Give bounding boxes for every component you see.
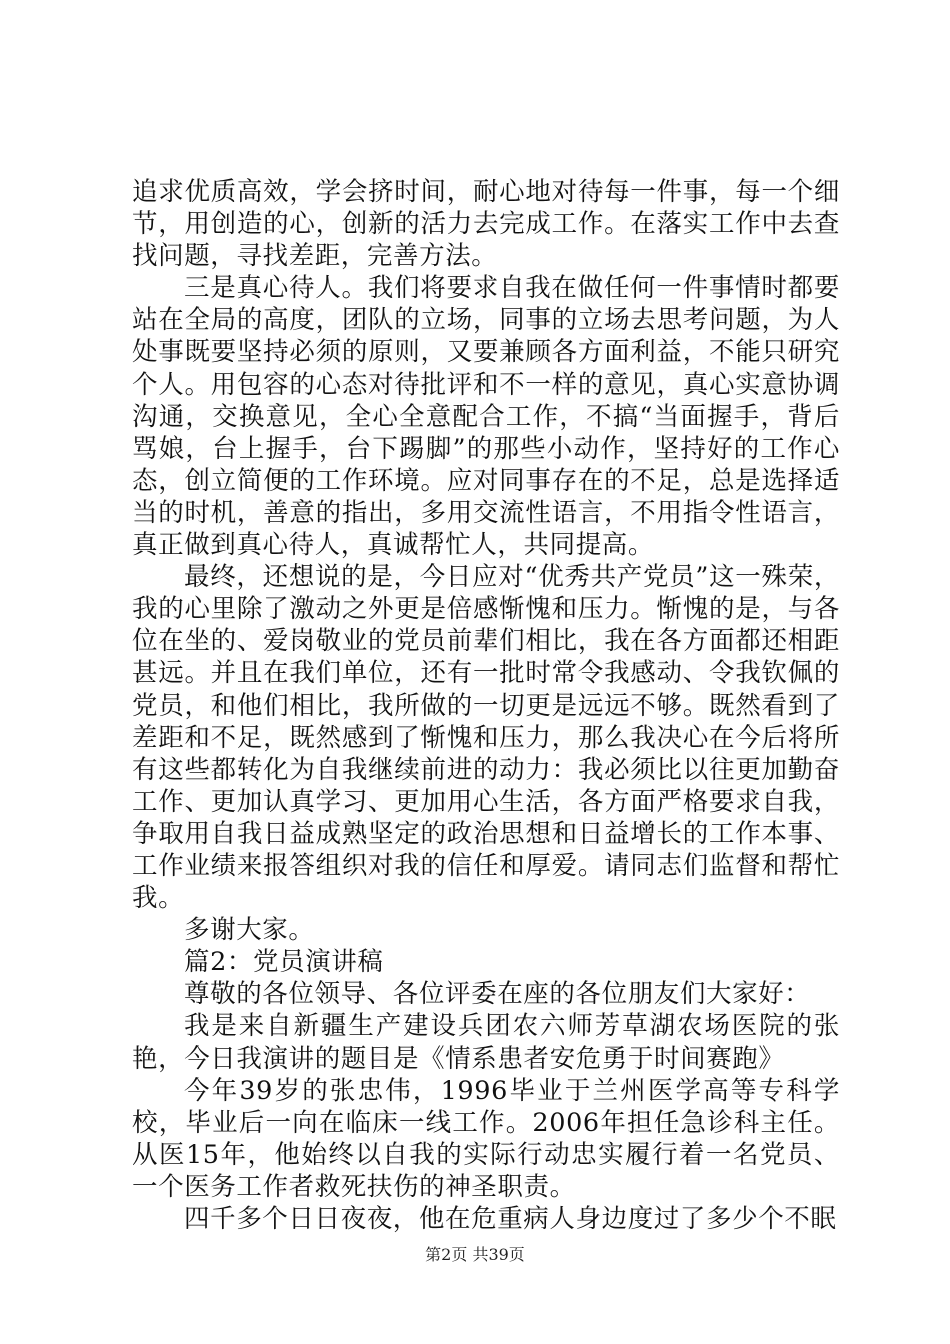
paragraph-1: 追求优质高效，学会挤时间，耐心地对待每一件事，每一个细节，用创造的心，创新的活力去完成工作。在落实工作中去查找问题，寻找差距，完善方法。 bbox=[132, 177, 840, 272]
paragraph-4: 多谢大家。 bbox=[184, 915, 315, 946]
section-heading: 篇2：党员演讲稿 bbox=[184, 947, 384, 978]
paragraph-greeting: 尊敬的各位领导、各位评委在座的各位朋友们大家好： bbox=[184, 979, 811, 1010]
paragraph-continued: 四千多个日日夜夜，他在危重病人身边度过了多少个不眠 bbox=[184, 1204, 837, 1234]
paragraph-2: 三是真心待人。我们将要求自我在做任何一件事情时都要站在全局的高度，团队的立场，同事的立场去思考问题，为人处事既要坚持必须的原则，又要兼顾各方面利益，不能只研究个人。用包容的心态对待批评和不一样的意见，真心实意协调沟通，交换意见，全心全意配合工作，不搞“当面握手，背后骂娘，台上握手，台下踢脚”的那些小动作，坚持好的工作心态，创立简便的工作环境。应对同事存在的不足，总是选择适当的时机，善意的指出，多用交流性语言，不用指令性语言，真正做到真心待人，真诚帮忙人，共同提高。 bbox=[132, 273, 840, 561]
paragraph-biography: 今年39岁的张忠伟，1996毕业于兰州医学高等专科学校，毕业后一向在临床一线工作。2006年担任急诊科主任。从医15年，他始终以自我的实际行动忠实履行着一名党员、一个医务工作者救死扶伤的神圣职责。 bbox=[132, 1075, 840, 1202]
page-footer: 第2页 共39页 bbox=[425, 1245, 525, 1264]
paragraph-introduction: 我是来自新疆生产建设兵团农六师芳草湖农场医院的张艳，今日我演讲的题目是《情系患者安危勇于时间赛跑》 bbox=[132, 1011, 840, 1074]
document-body bbox=[132, 176, 840, 1235]
paragraph-3: 最终，还想说的是，今日应对“优秀共产党员”这一殊荣，我的心里除了激动之外更是倍感惭愧和压力。惭愧的是，与各位在坐的、爱岗敬业的党员前辈们相比，我在各方面都还相距甚远。并且在我们单位，还有一批时常令我感动、令我钦佩的党员，和他们相比，我所做的一切更是远远不够。既然看到了差距和不足，既然感到了惭愧和压力，那么我决心在今后将所有这些都转化为自我继续前进的动力：我必须比以往更加勤奋工作、更加认真学习、更加用心生活，各方面严格要求自我，争取用自我日益成熟坚定的政治思想和日益增长的工作本事、工作业绩来报答组织对我的信任和厚爱。请同志们监督和帮忙我。 bbox=[132, 562, 840, 914]
